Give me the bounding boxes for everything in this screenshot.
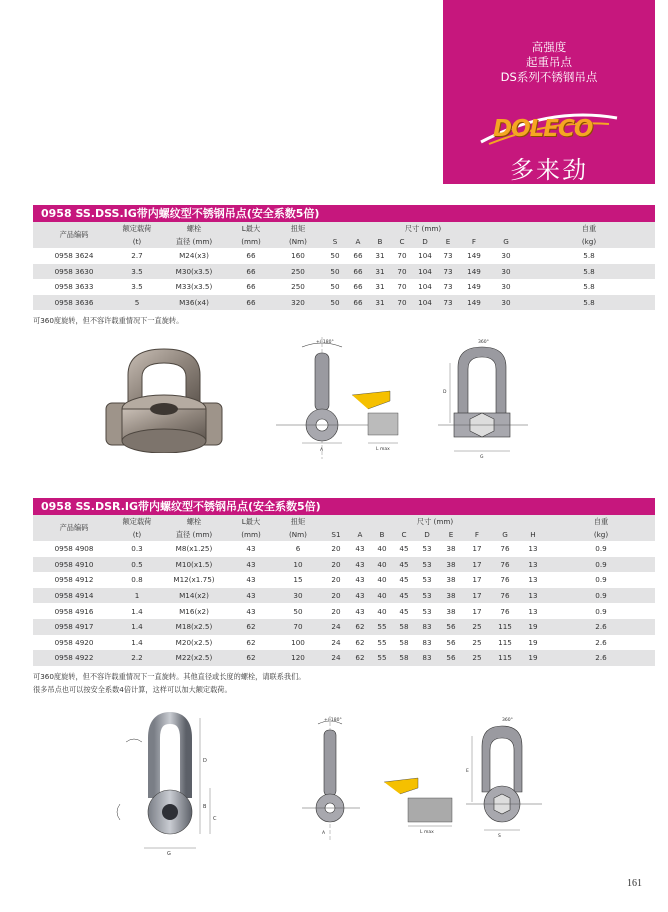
- table-cell: M30(x3.5): [159, 264, 229, 280]
- header-cell: (kg): [547, 528, 655, 541]
- header-cell: G: [489, 235, 523, 248]
- header-cell: L最大: [229, 222, 273, 235]
- table-cell: 25: [463, 619, 491, 635]
- table-cell: 0.9: [547, 572, 655, 588]
- dss-product-photo: [100, 345, 228, 453]
- header-cell: (mm): [229, 528, 273, 541]
- table-cell: 0958 3633: [33, 279, 115, 295]
- table-row: [33, 572, 655, 588]
- table-cell: 250: [273, 279, 323, 295]
- table-cell: 104: [413, 248, 437, 264]
- table-cell: 149: [459, 279, 489, 295]
- table-cell: 58: [393, 635, 415, 651]
- header-cell: 扭矩: [273, 222, 323, 235]
- table-cell: 40: [371, 541, 393, 557]
- table-cell: 20: [323, 603, 349, 619]
- header-cell: (mm): [229, 235, 273, 248]
- table-cell: 66: [347, 248, 369, 264]
- table-header-row: [33, 515, 655, 528]
- table-cell: M16(x2): [159, 603, 229, 619]
- table-cell: 55: [371, 635, 393, 651]
- table-cell: 53: [415, 603, 439, 619]
- table-cell: 0958 4920: [33, 635, 115, 651]
- header-cell: (Nm): [273, 235, 323, 248]
- table-cell: 3.5: [115, 264, 159, 280]
- table-cell: 56: [439, 619, 463, 635]
- table-cell: 58: [393, 619, 415, 635]
- header-cell: B: [369, 235, 391, 248]
- table-body: [33, 541, 655, 666]
- table-cell: 56: [439, 650, 463, 666]
- table-cell: 13: [519, 541, 547, 557]
- table-cell: 38: [439, 603, 463, 619]
- table-cell: 0.3: [115, 541, 159, 557]
- header-cell: (t): [115, 235, 159, 248]
- header-cell: C: [393, 528, 415, 541]
- table-cell: 30: [273, 588, 323, 604]
- header-cell: 自重: [523, 222, 655, 235]
- dss-front-drawing: [428, 333, 536, 463]
- table-row: [33, 603, 655, 619]
- rotation-label: 360°: [502, 718, 513, 723]
- table-cell: 40: [371, 572, 393, 588]
- header-cell: F: [463, 528, 491, 541]
- rotation-label: +/-180°: [324, 718, 342, 723]
- table-cell: 1.4: [115, 619, 159, 635]
- table-cell: M12(x1.75): [159, 572, 229, 588]
- dim-label-c: C: [213, 816, 217, 822]
- table-cell: 17: [463, 541, 491, 557]
- header-cell: A: [347, 235, 369, 248]
- table-cell: 0958 4908: [33, 541, 115, 557]
- table-cell: 40: [371, 557, 393, 573]
- table-row: [33, 279, 655, 295]
- header-cell: G: [491, 528, 519, 541]
- dim-label-d: D: [443, 390, 447, 395]
- table-cell: 66: [347, 295, 369, 311]
- table-cell: 53: [415, 588, 439, 604]
- table-cell: 43: [349, 603, 371, 619]
- rotation-note: 可360度旋转，但不容许载重情况下一直旋转。其他直径或长度的螺栓，请联系我们。: [33, 671, 306, 681]
- brand-line-1: 高强度: [531, 40, 567, 54]
- table-cell: 58: [393, 650, 415, 666]
- table-row: [33, 619, 655, 635]
- table-cell: 66: [229, 295, 273, 311]
- table-cell: 2.6: [547, 619, 655, 635]
- rotation-note: 可360度旋转，但不容许载重情况下一直旋转。: [33, 316, 184, 326]
- table-cell: 76: [491, 557, 519, 573]
- doleco-logo: [479, 112, 619, 146]
- table-cell: 15: [273, 572, 323, 588]
- table-cell: 0.5: [115, 557, 159, 573]
- table-cell: 0.9: [547, 603, 655, 619]
- table-cell: 31: [369, 248, 391, 264]
- table-cell: 0958 4922: [33, 650, 115, 666]
- table-cell: 45: [393, 603, 415, 619]
- table-cell: 0.8: [115, 572, 159, 588]
- table-cell: 38: [439, 572, 463, 588]
- header-cell: 螺栓: [159, 222, 229, 235]
- brand-line-3: DS系列不锈钢吊点: [500, 70, 598, 84]
- header-cell: 螺栓: [159, 515, 229, 528]
- header-cell: 扭矩: [273, 515, 323, 528]
- header-cell: (Nm): [273, 528, 323, 541]
- table-cell: 53: [415, 541, 439, 557]
- table-cell: 13: [519, 557, 547, 573]
- table-cell: 50: [323, 248, 347, 264]
- section-dsr: [33, 498, 655, 695]
- table-cell: 55: [371, 619, 393, 635]
- table-cell: 120: [273, 650, 323, 666]
- table-cell: 31: [369, 295, 391, 311]
- table-row: [33, 557, 655, 573]
- table-cell: 45: [393, 541, 415, 557]
- header-cell: 额定载荷: [115, 515, 159, 528]
- table-row: [33, 650, 655, 666]
- table-cell: M18(x2.5): [159, 619, 229, 635]
- table-cell: 53: [415, 572, 439, 588]
- logo-text: DOLECO: [493, 116, 593, 142]
- section-dss: [33, 205, 655, 326]
- table-cell: 149: [459, 248, 489, 264]
- table-cell: 104: [413, 279, 437, 295]
- header-cell: (t): [115, 528, 159, 541]
- dim-label-s: S: [498, 834, 501, 839]
- table-cell: 24: [323, 635, 349, 651]
- header-cell: S: [323, 235, 347, 248]
- table-cell: 17: [463, 603, 491, 619]
- dss-side-drawing: [272, 333, 412, 463]
- table-cell: 100: [273, 635, 323, 651]
- table-cell: 31: [369, 264, 391, 280]
- table-cell: 30: [489, 295, 523, 311]
- table-cell: 76: [491, 572, 519, 588]
- header-cell: 产品编码: [33, 222, 115, 248]
- table-cell: 45: [393, 557, 415, 573]
- page-number: 161: [627, 878, 642, 889]
- table-cell: 50: [323, 264, 347, 280]
- table-cell: 45: [393, 588, 415, 604]
- table-cell: 70: [391, 248, 413, 264]
- table-cell: 40: [371, 603, 393, 619]
- dsr-front-drawing: [462, 712, 548, 842]
- header-cell: D: [415, 528, 439, 541]
- table-cell: 66: [347, 264, 369, 280]
- table-cell: 40: [371, 588, 393, 604]
- table-cell: 5: [115, 295, 159, 311]
- table-cell: 70: [273, 619, 323, 635]
- table-cell: M14(x2): [159, 588, 229, 604]
- table-cell: 0958 4916: [33, 603, 115, 619]
- table-cell: M24(x3): [159, 248, 229, 264]
- header-cell: 直径 (mm): [159, 235, 229, 248]
- table-cell: 250: [273, 264, 323, 280]
- table-cell: 43: [229, 588, 273, 604]
- table-cell: 0958 4910: [33, 557, 115, 573]
- table-cell: 70: [391, 279, 413, 295]
- table-cell: 0.9: [547, 588, 655, 604]
- table-cell: 6: [273, 541, 323, 557]
- table-cell: 0.9: [547, 541, 655, 557]
- header-cell: 尺寸 (mm): [323, 515, 547, 528]
- table-cell: 43: [229, 557, 273, 573]
- table-cell: 17: [463, 588, 491, 604]
- table-cell: 1: [115, 588, 159, 604]
- dim-label-d: D: [203, 758, 207, 764]
- table-cell: 38: [439, 588, 463, 604]
- table-cell: 43: [349, 557, 371, 573]
- header-cell: F: [459, 235, 489, 248]
- table-cell: 1.4: [115, 635, 159, 651]
- brand-line-2: 起重吊点: [526, 55, 572, 69]
- table-cell: 83: [415, 650, 439, 666]
- table-cell: 19: [519, 635, 547, 651]
- table-cell: 43: [229, 572, 273, 588]
- table-cell: 38: [439, 557, 463, 573]
- table-cell: 30: [489, 264, 523, 280]
- dim-label-g: G: [167, 851, 171, 857]
- dim-label-a: A: [322, 831, 326, 836]
- table-cell: 19: [519, 650, 547, 666]
- table-row: [33, 541, 655, 557]
- table-cell: 115: [491, 635, 519, 651]
- table-cell: 160: [273, 248, 323, 264]
- header-cell: E: [439, 528, 463, 541]
- table-cell: 25: [463, 650, 491, 666]
- spec-table: [33, 222, 655, 310]
- table-cell: 13: [519, 603, 547, 619]
- header-cell: (kg): [523, 235, 655, 248]
- table-cell: M22(x2.5): [159, 650, 229, 666]
- table-cell: 5.8: [523, 279, 655, 295]
- table-cell: 149: [459, 295, 489, 311]
- table-cell: 70: [391, 295, 413, 311]
- table-cell: 2.7: [115, 248, 159, 264]
- table-header-row: [33, 235, 655, 248]
- table-cell: 5.8: [523, 295, 655, 311]
- table-cell: 25: [463, 635, 491, 651]
- dsr-product-drawing: [110, 708, 228, 858]
- table-row: [33, 295, 655, 311]
- dsr-side-drawing: [300, 712, 460, 842]
- table-cell: 0958 4917: [33, 619, 115, 635]
- table-cell: M8(x1.25): [159, 541, 229, 557]
- table-cell: 20: [323, 588, 349, 604]
- table-cell: 24: [323, 650, 349, 666]
- header-cell: D: [413, 235, 437, 248]
- table-cell: 0958 4914: [33, 588, 115, 604]
- table-cell: 62: [229, 650, 273, 666]
- table-cell: 20: [323, 541, 349, 557]
- table-cell: 30: [489, 279, 523, 295]
- spec-table: [33, 515, 655, 666]
- table-cell: 0958 3630: [33, 264, 115, 280]
- table-cell: 76: [491, 541, 519, 557]
- table-cell: 70: [391, 264, 413, 280]
- table-cell: 2.6: [547, 635, 655, 651]
- header-cell: S1: [323, 528, 349, 541]
- table-cell: M33(x3.5): [159, 279, 229, 295]
- brand-name-cn: 多来劲: [510, 156, 588, 184]
- table-cell: 20: [323, 557, 349, 573]
- table-cell: 62: [349, 650, 371, 666]
- header-cell: L最大: [229, 515, 273, 528]
- table-cell: 43: [349, 588, 371, 604]
- table-cell: 66: [229, 264, 273, 280]
- table-row: [33, 588, 655, 604]
- dim-label-b: B: [203, 804, 207, 810]
- table-cell: 17: [463, 557, 491, 573]
- table-cell: 320: [273, 295, 323, 311]
- table-cell: M36(x4): [159, 295, 229, 311]
- table-cell: 62: [229, 619, 273, 635]
- table-cell: 73: [437, 264, 459, 280]
- table-cell: 19: [519, 619, 547, 635]
- table-row: [33, 248, 655, 264]
- table-cell: 66: [347, 279, 369, 295]
- dim-label-lmax: L max: [376, 447, 390, 452]
- table-cell: M20(x2.5): [159, 635, 229, 651]
- table-cell: M10(x1.5): [159, 557, 229, 573]
- table-cell: 0958 4912: [33, 572, 115, 588]
- header-cell: E: [437, 235, 459, 248]
- rotation-label: +/-180°: [316, 340, 334, 345]
- table-cell: 5.8: [523, 264, 655, 280]
- table-cell: 56: [439, 635, 463, 651]
- dim-label-a: A: [320, 448, 324, 453]
- table-cell: 43: [229, 541, 273, 557]
- table-cell: 66: [229, 248, 273, 264]
- table-cell: 0.9: [547, 557, 655, 573]
- table-header-row: [33, 222, 655, 235]
- header-cell: B: [371, 528, 393, 541]
- table-cell: 24: [323, 619, 349, 635]
- table-cell: 104: [413, 264, 437, 280]
- safety-factor-note: 很多吊点也可以按安全系数4倍计算，这样可以加大额定载荷。: [33, 684, 232, 694]
- table-cell: 10: [273, 557, 323, 573]
- table-cell: 0958 3624: [33, 248, 115, 264]
- header-cell: 产品编码: [33, 515, 115, 541]
- table-cell: 13: [519, 588, 547, 604]
- table-cell: 43: [349, 572, 371, 588]
- header-cell: H: [519, 528, 547, 541]
- table-cell: 0958 3636: [33, 295, 115, 311]
- dim-label-lmax: L max: [420, 830, 434, 835]
- table-cell: 2.6: [547, 650, 655, 666]
- table-cell: 149: [459, 264, 489, 280]
- table-header-row: [33, 528, 655, 541]
- table-cell: 5.8: [523, 248, 655, 264]
- table-cell: 66: [229, 279, 273, 295]
- table-cell: 3.5: [115, 279, 159, 295]
- table-cell: 76: [491, 603, 519, 619]
- table-cell: 50: [323, 279, 347, 295]
- table-cell: 104: [413, 295, 437, 311]
- table-cell: 62: [349, 619, 371, 635]
- table-cell: 2.2: [115, 650, 159, 666]
- table-cell: 62: [349, 635, 371, 651]
- table-cell: 43: [229, 603, 273, 619]
- header-cell: 直径 (mm): [159, 528, 229, 541]
- section-title: 0958 SS.DSS.IG带内螺纹型不锈钢吊点(安全系数5倍): [33, 205, 655, 222]
- header-cell: 尺寸 (mm): [323, 222, 523, 235]
- table-cell: 53: [415, 557, 439, 573]
- table-cell: 50: [273, 603, 323, 619]
- table-cell: 55: [371, 650, 393, 666]
- header-cell: C: [391, 235, 413, 248]
- table-cell: 45: [393, 572, 415, 588]
- table-cell: 31: [369, 279, 391, 295]
- section-title: 0958 SS.DSR.IG带内螺纹型不锈钢吊点(安全系数5倍): [33, 498, 655, 515]
- table-cell: 76: [491, 588, 519, 604]
- table-cell: 83: [415, 635, 439, 651]
- table-cell: 62: [229, 635, 273, 651]
- table-cell: 30: [489, 248, 523, 264]
- table-cell: 20: [323, 572, 349, 588]
- header-cell: A: [349, 528, 371, 541]
- brand-block: [443, 0, 655, 184]
- table-cell: 43: [349, 541, 371, 557]
- header-cell: 额定载荷: [115, 222, 159, 235]
- table-cell: 73: [437, 279, 459, 295]
- table-cell: 115: [491, 619, 519, 635]
- rotation-label: 360°: [478, 340, 489, 345]
- header-cell: 自重: [547, 515, 655, 528]
- table-cell: 13: [519, 572, 547, 588]
- table-cell: 73: [437, 248, 459, 264]
- table-body: [33, 248, 655, 310]
- table-cell: 1.4: [115, 603, 159, 619]
- table-cell: 115: [491, 650, 519, 666]
- table-row: [33, 264, 655, 280]
- table-cell: 83: [415, 619, 439, 635]
- table-cell: 50: [323, 295, 347, 311]
- table-cell: 73: [437, 295, 459, 311]
- table-cell: 38: [439, 541, 463, 557]
- table-row: [33, 635, 655, 651]
- table-cell: 17: [463, 572, 491, 588]
- dim-label-g: G: [480, 455, 484, 460]
- dim-label-e: E: [466, 769, 469, 774]
